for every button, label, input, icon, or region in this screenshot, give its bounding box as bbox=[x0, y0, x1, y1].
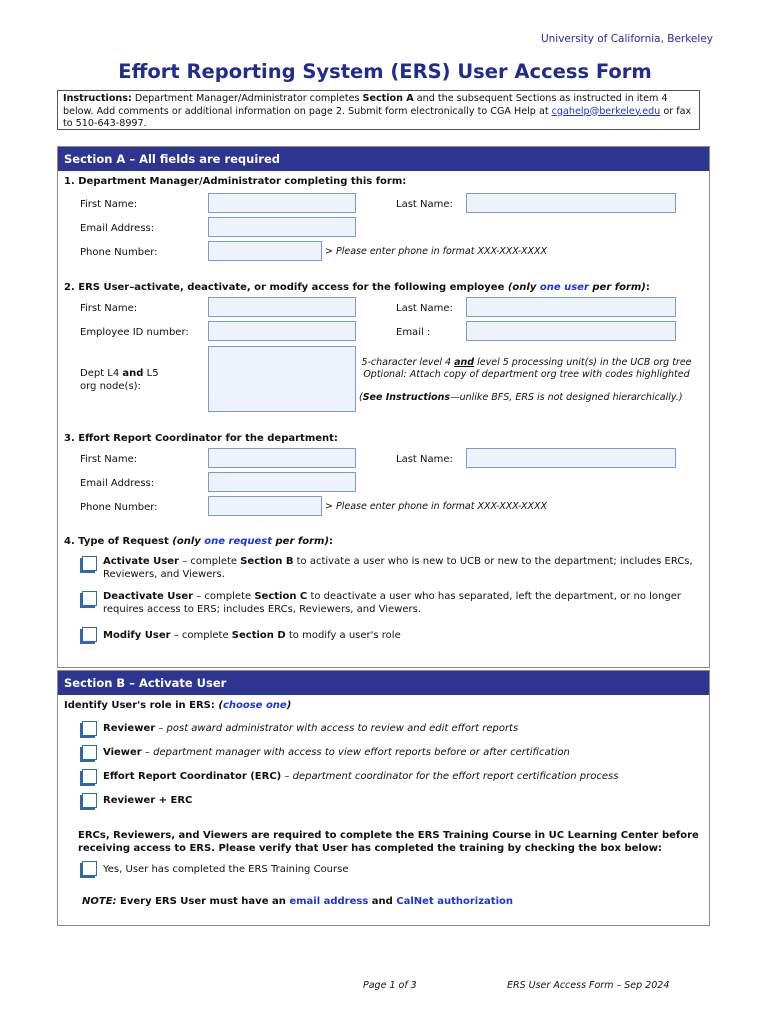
q3-phone-label: Phone Number: bbox=[80, 502, 158, 513]
reviewer-erc-title: Reviewer + ERC bbox=[103, 795, 193, 806]
q2-dept-org-node-input[interactable] bbox=[208, 346, 356, 412]
q3-last-name-input[interactable] bbox=[466, 448, 676, 468]
activate-user-text-2: to activate a user who is new to UCB or new to the department; includes ERCs, Reviewers, and Viewers. bbox=[103, 556, 693, 580]
page-number: Page 1 of 3 bbox=[363, 980, 417, 991]
section-b bbox=[57, 670, 710, 926]
deactivate-user-option bbox=[103, 591, 703, 616]
q2-first-name-input[interactable] bbox=[208, 297, 356, 317]
viewer-desc: – department manager with access to view effort reports before or after certification bbox=[141, 747, 570, 758]
q4-heading-one-request: one request bbox=[204, 536, 273, 547]
q2-org-hint-2: Optional: Attach copy of department org tree with codes highlighted bbox=[363, 369, 690, 380]
note-text-2: and bbox=[368, 896, 397, 907]
q1-phone-input[interactable] bbox=[208, 241, 322, 261]
q2-org-hint-1-a: 5-character level 4 bbox=[361, 357, 455, 368]
modify-user-title: Modify User bbox=[103, 630, 171, 641]
email-address-link[interactable]: email address bbox=[289, 896, 369, 907]
q2-last-name-label: Last Name: bbox=[396, 303, 453, 314]
q2-dept-and: and bbox=[122, 368, 144, 379]
activate-user-checkbox[interactable] bbox=[82, 556, 97, 571]
q2-dept-org-node: org node(s): bbox=[80, 380, 141, 392]
instructions-section-a: Section A bbox=[362, 93, 414, 104]
activate-user-section: Section B bbox=[240, 556, 294, 567]
page-title: Effort Reporting System (ERS) User Access Form bbox=[118, 60, 652, 83]
q2-heading bbox=[64, 282, 650, 293]
q3-email-input[interactable] bbox=[208, 472, 356, 492]
modify-user-text-1: – complete bbox=[170, 630, 232, 641]
training-completed-checkbox[interactable] bbox=[82, 861, 97, 876]
section-a-header: Section A – All fields are required bbox=[58, 147, 709, 171]
q2-org-hint-1-b: level 5 processing unit(s) in the UCB org tree bbox=[474, 357, 692, 368]
q1-last-name-input[interactable] bbox=[466, 193, 676, 213]
q2-org-hint-3-c: —unlike BFS, ERS is not designed hierarchically.) bbox=[450, 392, 683, 403]
q2-employee-id-input[interactable] bbox=[208, 321, 356, 341]
form-version: ERS User Access Form – Sep 2024 bbox=[507, 980, 670, 991]
instructions-text-2: and the subsequent Sections as instructed in item 4 below. Add comments or additional information on page 2. Submit form electronically to CGA Help at bbox=[63, 93, 668, 117]
q2-heading-per-form: per form) bbox=[588, 282, 646, 293]
q2-first-name-label: First Name: bbox=[80, 303, 138, 314]
erc-desc: – department coordinator for the effort report certification process bbox=[281, 771, 619, 782]
q3-phone-hint: > Please enter phone in format XXX-XXX-XXXX bbox=[325, 501, 548, 512]
identify-role-paren-close: ) bbox=[286, 700, 292, 711]
q2-heading-colon: : bbox=[645, 282, 650, 293]
deactivate-user-title: Deactivate User bbox=[103, 591, 194, 602]
q2-dept-l4: Dept L4 bbox=[80, 368, 123, 379]
note-label: NOTE: bbox=[82, 896, 117, 907]
q3-last-name-label: Last Name: bbox=[396, 454, 453, 465]
q2-see-instructions: See Instructions bbox=[362, 392, 451, 403]
identify-role-text: Identify User's role in ERS: bbox=[64, 700, 219, 711]
q2-email-label: Email : bbox=[396, 327, 431, 338]
instructions-label: Instructions: bbox=[63, 93, 132, 104]
q1-email-input[interactable] bbox=[208, 217, 356, 237]
modify-user-checkbox[interactable] bbox=[82, 627, 97, 642]
viewer-option bbox=[103, 747, 570, 760]
note-text-1: Every ERS User must have an bbox=[116, 896, 290, 907]
reviewer-checkbox[interactable] bbox=[82, 721, 97, 736]
identify-role-paren-open: ( bbox=[218, 700, 223, 711]
q1-last-name-label: Last Name: bbox=[396, 199, 453, 210]
identify-role-choose-one: choose one bbox=[222, 700, 287, 711]
q3-phone-input[interactable] bbox=[208, 496, 322, 516]
activate-user-title: Activate User bbox=[103, 556, 179, 567]
q2-org-hint-1-and: and bbox=[454, 357, 475, 368]
q4-heading-only: (only bbox=[172, 536, 205, 547]
q2-dept-label bbox=[80, 368, 159, 393]
deactivate-user-text-1: – complete bbox=[193, 591, 255, 602]
q2-org-hint-3-a: ( bbox=[359, 392, 363, 403]
q2-heading-one-user: one user bbox=[539, 282, 589, 293]
q4-heading-text: 4. Type of Request bbox=[64, 536, 173, 547]
q3-email-label: Email Address: bbox=[80, 478, 155, 489]
viewer-title: Viewer bbox=[103, 747, 142, 758]
q1-email-label: Email Address: bbox=[80, 223, 155, 234]
viewer-checkbox[interactable] bbox=[82, 745, 97, 760]
q4-heading bbox=[64, 536, 333, 547]
reviewer-erc-checkbox[interactable] bbox=[82, 793, 97, 808]
q2-employee-id-label: Employee ID number: bbox=[80, 327, 189, 338]
q1-first-name-input[interactable] bbox=[208, 193, 356, 213]
q3-first-name-label: First Name: bbox=[80, 454, 138, 465]
q2-org-hint-1 bbox=[359, 357, 694, 368]
q4-heading-per-form: per form) bbox=[272, 536, 330, 547]
reviewer-title: Reviewer bbox=[103, 723, 156, 734]
instructions-text-3: or fax to 510-643-8997. bbox=[63, 105, 692, 129]
training-completed-label: Yes, User has completed the ERS Training Course bbox=[103, 864, 349, 875]
reviewer-option bbox=[103, 723, 518, 736]
erc-checkbox[interactable] bbox=[82, 769, 97, 784]
q1-phone-hint: > Please enter phone in format XXX-XXX-XXXX bbox=[325, 246, 548, 257]
instructions-text-1: Department Manager/Administrator completes bbox=[131, 93, 363, 104]
q1-first-name-label: First Name: bbox=[80, 199, 138, 210]
q2-last-name-input[interactable] bbox=[466, 297, 676, 317]
q1-heading: 1. Department Manager/Administrator completing this form: bbox=[64, 176, 407, 187]
deactivate-user-section: Section C bbox=[254, 591, 308, 602]
deactivate-user-checkbox[interactable] bbox=[82, 591, 97, 606]
q3-first-name-input[interactable] bbox=[208, 448, 356, 468]
deactivate-user-text-2: to deactivate a user who has separated, left the department, or no longer requires access to ERS; includes ERCs, Reviewers, and Viewers. bbox=[103, 591, 681, 615]
q2-email-input[interactable] bbox=[466, 321, 676, 341]
q1-phone-label: Phone Number: bbox=[80, 247, 158, 258]
modify-user-option bbox=[103, 630, 703, 643]
q2-heading-text: 2. ERS User–activate, deactivate, or modify access for the following employee bbox=[64, 282, 508, 293]
section-b-header: Section B – Activate User bbox=[58, 671, 709, 695]
q4-heading-colon: : bbox=[329, 536, 334, 547]
q2-heading-only: (only bbox=[507, 282, 540, 293]
training-requirement-note: ERCs, Reviewers, and Viewers are required to complete the ERS Training Course in UC Learning Center before receiving access to ERS. Please verify that User has completed the training by checking the box below: bbox=[78, 830, 699, 854]
university-name: University of California, Berkeley bbox=[540, 33, 713, 45]
q2-org-hint-3 bbox=[359, 392, 683, 403]
erc-option bbox=[103, 771, 618, 784]
activate-user-option bbox=[103, 556, 703, 581]
calnet-authorization-link[interactable]: CalNet authorization bbox=[396, 896, 513, 907]
modify-user-section: Section D bbox=[231, 630, 286, 641]
activate-user-text-1: – complete bbox=[178, 556, 241, 567]
instructions-box bbox=[57, 90, 700, 130]
q2-dept-l5: L5 bbox=[143, 368, 159, 379]
reviewer-erc-option bbox=[103, 795, 192, 808]
section-a bbox=[57, 146, 710, 668]
email-calnet-note bbox=[82, 896, 513, 907]
modify-user-text-2: to modify a user's role bbox=[285, 630, 401, 641]
q3-heading: 3. Effort Report Coordinator for the department: bbox=[64, 433, 338, 444]
identify-role-heading bbox=[64, 700, 291, 711]
erc-title: Effort Report Coordinator (ERC) bbox=[103, 771, 282, 782]
cga-help-email-link[interactable]: cgahelp@berkeley.edu bbox=[551, 105, 661, 117]
reviewer-desc: – post award administrator with access to review and edit effort reports bbox=[155, 723, 519, 734]
